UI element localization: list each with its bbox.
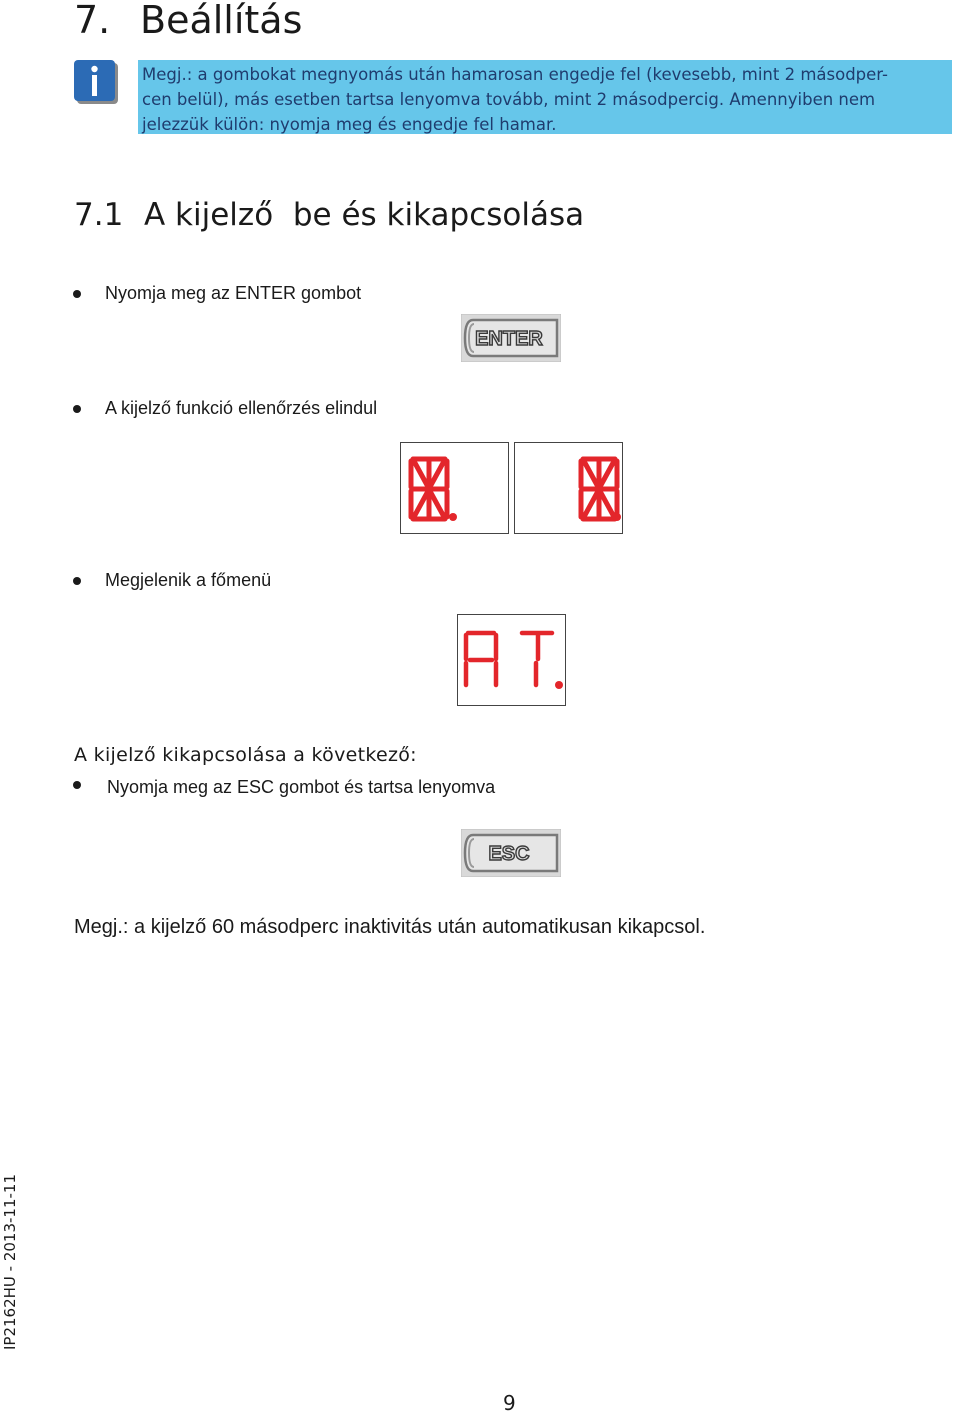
list-item (105, 568, 271, 592)
step-text: A kijelző funkció ellenőrzés elindul (105, 398, 378, 418)
main-menu-segments (458, 615, 564, 704)
segment-display-right (514, 442, 623, 534)
step-text: Nyomja meg az ESC gombot és tartsa lenyomva (107, 777, 496, 797)
list-item (105, 281, 361, 305)
page-heading (74, 0, 302, 46)
enter-button (461, 314, 561, 362)
all-segments-digit (515, 443, 621, 532)
info-icon (74, 60, 120, 106)
step-text: Megjelenik a főmenü (105, 570, 272, 590)
list-item (107, 775, 495, 799)
esc-label: ESC (488, 843, 530, 865)
heading-title: Beállítás (140, 0, 303, 42)
list-item (105, 396, 377, 420)
note-line: Megj.: a gombokat megnyomás után hamarosan engedje fel (kevesebb, mint 2 másodper- (142, 65, 888, 84)
bullet-dot (73, 577, 81, 585)
section-number: 7.1 (74, 197, 124, 233)
off-heading: A kijelző kikapcsolása a következő: (74, 744, 417, 766)
section-heading (74, 193, 584, 237)
note-box (138, 60, 952, 134)
main-menu-display (457, 614, 566, 706)
heading-number: 7. (74, 0, 111, 42)
section-title: A kijelző be és kikapcsolása (144, 197, 585, 233)
all-segments-digit (401, 443, 507, 532)
bullet-dot (73, 781, 81, 789)
note-line: jelezzük külön: nyomja meg és engedje fel hamar. (142, 115, 557, 134)
enter-label: ENTER (475, 328, 543, 350)
bullet-dot (73, 405, 81, 413)
step-text: Nyomja meg az ENTER gombot (105, 283, 362, 303)
document-code: IP2162HU - 2013-11-11 (1, 1173, 19, 1350)
esc-button (461, 829, 561, 877)
page-number: 9 (503, 1391, 516, 1415)
final-note: Megj.: a kijelző 60 másodperc inaktivitás után automatikusan kikapcsol. (74, 916, 706, 938)
note-line: cen belül), más esetben tartsa lenyomva tovább, mint 2 másodpercig. Amennyiben nem (142, 90, 876, 109)
segment-display-left (400, 442, 509, 534)
bullet-dot (73, 290, 81, 298)
